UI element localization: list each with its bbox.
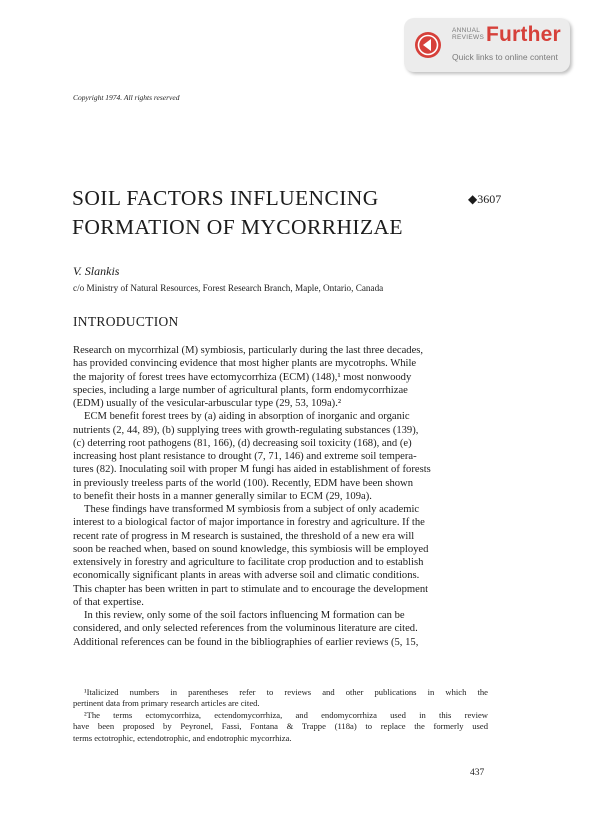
section-heading: INTRODUCTION <box>73 314 179 329</box>
body-line: has provided convincing evidence that most higher plants are mycotrophs. While <box>73 358 417 370</box>
body-line: considered, and only selected references from the voluminous literature are cited. <box>73 623 418 635</box>
body-line: to benefit their hosts in a manner generally similar to ECM (29, 109a). <box>73 490 372 502</box>
banner-annual-reviews-label: ANNUAL REVIEWS <box>452 27 485 41</box>
body-line: ECM benefit forest trees by (a) aiding in absorption of inorganic and organic <box>84 411 410 423</box>
body-line: species, including a large number of agricultural plants, form endomycorrhizae <box>73 384 408 396</box>
footnote-line: have been proposed by Peyronel, Fassi, Fontana & Trappe (118a) to replace the formerly used <box>73 721 488 732</box>
author-affiliation: c/o Ministry of Natural Resources, Forest Research Branch, Maple, Ontario, Canada <box>73 283 384 293</box>
body-text <box>73 344 488 649</box>
body-line: tures (82). Inoculating soil with proper M fungi has aided in establishment of forests <box>73 464 431 476</box>
body-line: Research on mycorrhizal (M) symbiosis, particularly during the last three decades, <box>73 345 424 356</box>
body-line: (EDM) usually of the vesicular-arbuscular type (29, 53, 109a).² <box>73 398 342 409</box>
body-line: increasing host plant resistance to drought (7, 71, 146) and extreme soil tempera- <box>73 451 417 462</box>
footnote-line: ²The terms ectomycorrhiza, ectendomycorrhiza, and endomycorrhiza used in this review <box>84 709 488 720</box>
footnote-line: ¹Italicized numbers in parentheses refer to reviews and other publications in which the <box>84 687 488 697</box>
body-line: nutrients (2, 44, 89), (b) supplying trees with growth-regulating substances (139), <box>73 424 419 436</box>
footnote-line: terms ectotrophic, ectendotrophic, and endotrophic mycorrhiza. <box>73 732 292 743</box>
title-line: SOIL FACTORS INFLUENCING <box>72 186 379 210</box>
body-line: soon be reached when, based on sound knowledge, this symbiosis will be employed <box>73 543 429 555</box>
play-circle-icon <box>414 31 442 59</box>
body-line: in previously treeless parts of the world (100). Recently, EDM have been shown <box>73 477 413 489</box>
copyright-notice: Copyright 1974. All rights reserved <box>73 93 180 102</box>
document-number: ◆3607 <box>468 192 502 206</box>
body-line: Additional references can be found in the bibliographies of earlier reviews (5, 15, <box>73 636 419 648</box>
body-line: This chapter has been written in part to stimulate and to encourage the development <box>73 583 429 595</box>
footnotes <box>73 687 488 744</box>
annual-reviews-further-banner[interactable] <box>404 18 570 72</box>
page-number: 437 <box>470 768 485 778</box>
body-line: of that expertise. <box>73 596 144 608</box>
title-line: FORMATION OF MYCORRHIZAE <box>72 215 403 239</box>
footnote-line: pertinent data from primary research articles are cited. <box>73 698 260 709</box>
body-line: interest to a biological factor of major importance in forestry and agriculture. If the <box>73 517 425 529</box>
article-title <box>72 184 452 242</box>
banner-tagline: Quick links to online content <box>452 52 558 62</box>
body-line: recent rate of progress in M research is sustained, the threshold of a new era will <box>73 530 415 542</box>
banner-further-label: Further <box>486 23 561 46</box>
body-line: (c) deterring root pathogens (81, 166), (d) decreasing soil toxicity (168), and (e) <box>73 437 412 449</box>
body-line: economically significant plants in areas with adverse soil and climatic conditions. <box>73 570 420 582</box>
body-line: In this review, only some of the soil factors influencing M formation can be <box>84 610 405 621</box>
body-line: the majority of forest trees have ectomycorrhiza (ECM) (148),¹ most nonwoody <box>73 371 412 383</box>
author-name: V. Slankis <box>73 264 120 278</box>
body-line: These findings have transformed M symbiosis from a subject of only academic <box>84 504 420 515</box>
body-line: extensively in forestry and agriculture to facilitate crop production and to establish <box>73 557 424 568</box>
